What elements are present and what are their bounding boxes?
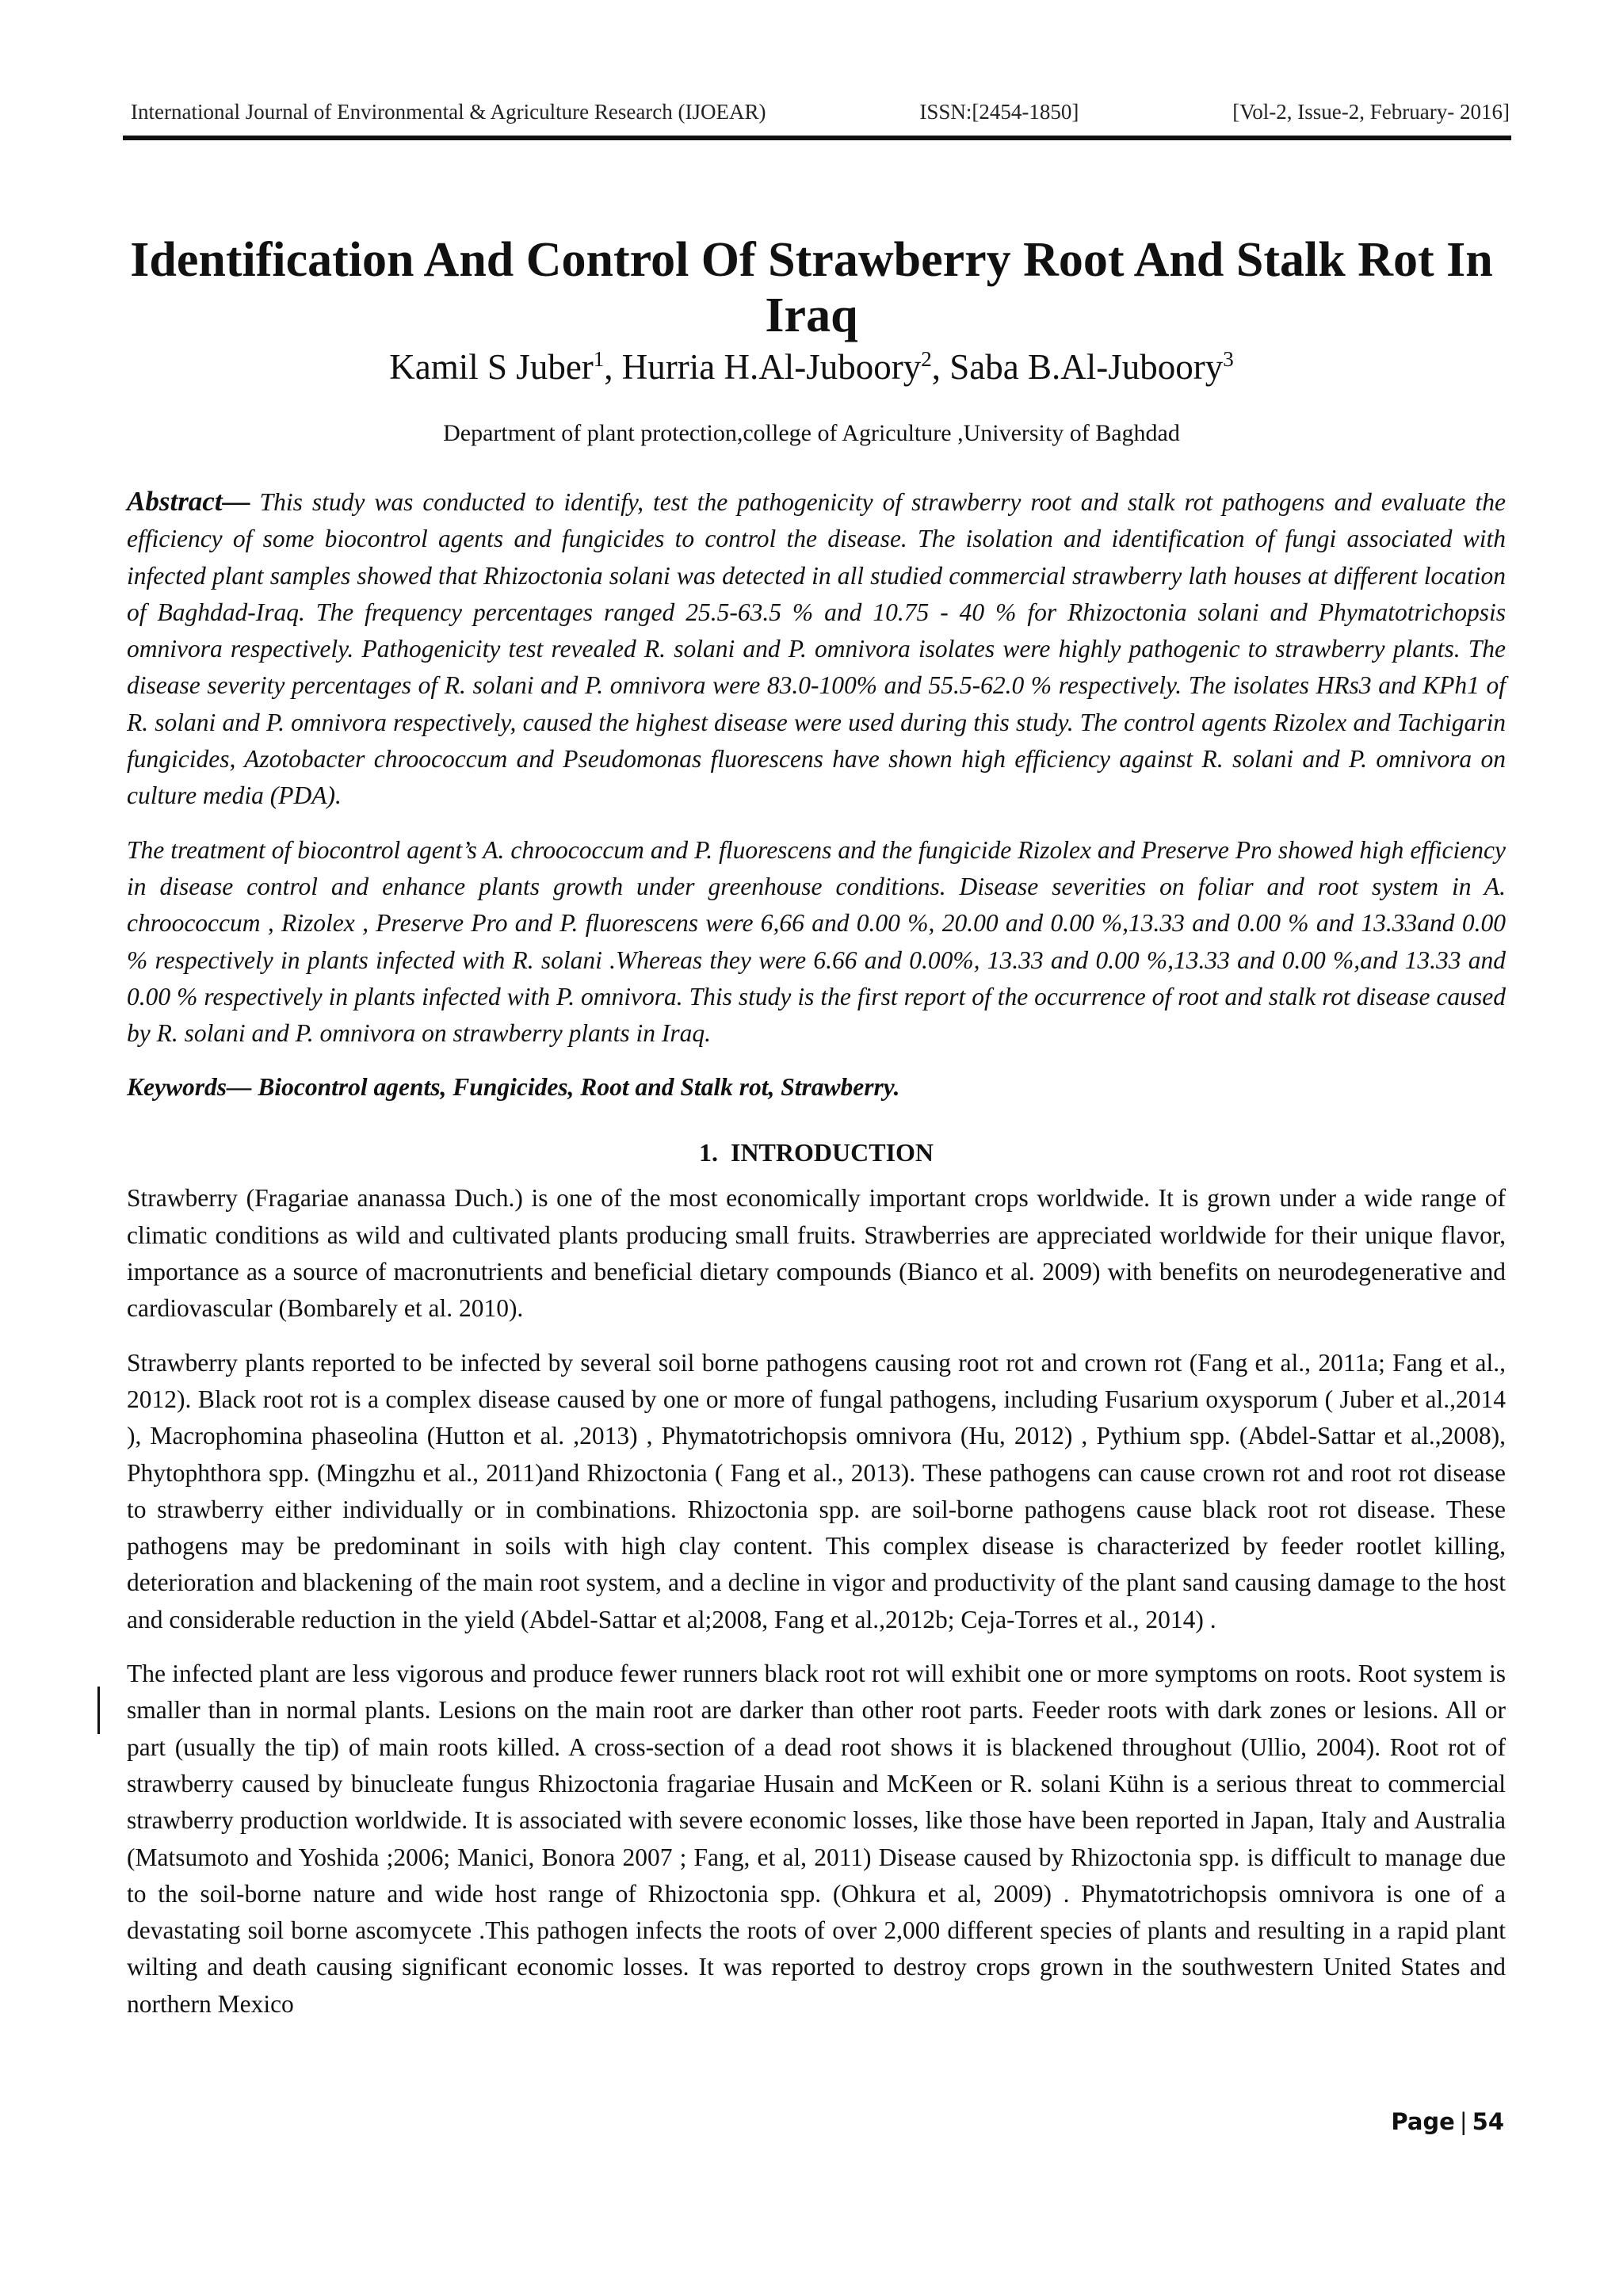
keywords: Keywords— Biocontrol agents, Fungicides, Root and Stalk rot, Strawberry. <box>127 1073 900 1102</box>
author-3: , Saba B.Al-Juboory <box>931 347 1224 387</box>
section-title: INTRODUCTION <box>730 1138 934 1167</box>
paper-body <box>127 483 1506 2023</box>
author-3-affil-mark: 3 <box>1223 347 1234 371</box>
journal-name: International Journal of Environmental & Agriculture Research (IJOEAR) <box>131 100 766 124</box>
intro-paragraph-2: Strawberry plants reported to be infected by several soil borne pathogens causing root rot and crown rot (Fang et al., 2011a; Fang et al., 2012). Black root rot is a complex disease caused by one or more of fungal pathogens, including Fusarium oxysporum ( Juber et al.,2014 ), Macrophomina phaseolina (Hutton et al. ,2013) , Phymatotrichopsis omnivora (Hu, 2012) , Pythium spp. (Abdel-Sattar et al.,2008), Phytophthora spp. (Mingzhu et al., 2011)and Rhizoctonia ( Fang et al., 2013). These pathogens can cause crown rot and root rot disease to strawberry either individually or in combinations. Rhizoctonia spp. are soil-borne pathogens cause black root rot disease. These pathogens may be predominant in soils with high clay content. This complex disease is characterized by feeder rootlet killing, deterioration and blackening of the main root system, and a decline in vigor and productivity of the plant sand causing damage to the host and considerable reduction in the yield (Abdel-Sattar et al;2008, Fang et al.,2012b; Ceja-Torres et al., 2014) . <box>127 1348 1506 1633</box>
volume-issue: [Vol-2, Issue-2, February- 2016] <box>1232 100 1510 124</box>
revision-change-bar <box>97 1687 100 1734</box>
page-label: Page <box>1391 2108 1455 2135</box>
abstract-label: Abstract— <box>127 486 250 517</box>
author-2-affil-mark: 2 <box>921 347 932 371</box>
author-1: Kamil S Juber <box>389 347 594 387</box>
section-heading-introduction <box>127 1134 1506 1171</box>
affiliation: Department of plant protection,college of Agriculture ,University of Baghdad <box>443 420 1180 446</box>
author-list <box>119 337 1504 389</box>
abstract-paragraph-2: The treatment of biocontrol agent’s A. chroococcum and P. fluorescens and the fungicide Rizolex and Preserve Pro showed high efficiency in disease control and enhance plants growth under greenhouse conditions. Disease severities on foliar and root system in A. chroococcum , Rizolex , Preserve Pro and P. fluorescens were 6,66 and 0.00 %, 20.00 and 0.00 %,13.33 and 0.00 % and 13.33and 0.00 % respectively in plants infected with R. solani .Whereas they were 6.66 and 0.00%, 13.33 and 0.00 %,13.33 and 0.00 %,and 13.33 and 0.00 % respectively in plants infected with P. omnivora. This study is the first report of the occurrence of root and stalk rot disease caused by R. solani and P. omnivora on strawberry plants in Iraq. <box>127 835 1506 1048</box>
issn: ISSN:[2454-1850] <box>919 100 1079 124</box>
page-number: 54 <box>1472 2108 1504 2135</box>
author-2: , Hurria H.Al-Juboory <box>604 347 922 387</box>
intro-paragraph-1: Strawberry (Fragariae ananassa Duch.) is one of the most economically important crops worldwide. It is grown under a wide range of climatic conditions as wild and cultivated plants producing small fruits. Strawberries are appreciated worldwide for their unique flavor, importance as a source of macronutrients and beneficial dietary compounds (Bianco et al. 2009) with benefits on neurodegenerative and cardiovascular (Bombarely et al. 2010). <box>127 1184 1506 1323</box>
author-1-affil-mark: 1 <box>593 347 605 371</box>
header-rule <box>123 136 1511 140</box>
paper-title: Identification And Control Of Strawberry Root And Stalk Rot In Iraq <box>130 233 1493 342</box>
page-footer: Page | 54 <box>1391 2108 1504 2135</box>
running-header <box>131 100 1510 124</box>
section-number: 1. <box>698 1138 718 1167</box>
abstract-paragraph-1 <box>127 483 1506 815</box>
abstract-text-1: This study was conducted to identify, test the pathogenicity of strawberry root and stalk rot pathogens and evaluate the efficiency of some biocontrol agents and fungicides to control the disease. The isolation and identification of fungi associated with infected plant samples showed that Rhizoctonia solani was detected in all studied commercial strawberry lath houses at different location of Baghdad-Iraq. The frequency percentages ranged 25.5-63.5 % and 10.75 - 40 % for Rhizoctonia solani and Phymatotrichopsis omnivora respectively. Pathogenicity test revealed R. solani and P. omnivora isolates were highly pathogenic to strawberry plants. The disease severity percentages of R. solani and P. omnivora were 83.0-100% and 55.5-62.0 % respectively. The isolates HRs3 and KPh1 of R. solani and P. omnivora respectively, caused the highest disease were used during this study. The control agents Rizolex and Tachigarin fungicides, Azotobacter chroococcum and Pseudomonas fluorescens have shown high efficiency against R. solani and P. omnivora on culture media (PDA). <box>127 488 1506 810</box>
intro-paragraph-3: The infected plant are less vigorous and produce fewer runners black root rot will exhibit one or more symptoms on roots. Root system is smaller than in normal plants. Lesions on the main root are darker than other root parts. Feeder roots with dark zones or lesions. All or part (usually the tip) of main roots killed. A cross-section of a dead root shows it is blackened throughout (Ullio, 2004). Root rot of strawberry caused by binucleate fungus Rhizoctonia fragariae Husain and McKeen or R. solani Kühn is a serious threat to commercial strawberry production worldwide. It is associated with severe economic losses, like those have been reported in Japan, Italy and Australia (Matsumoto and Yoshida ;2006; Manici, Bonora 2007 ; Fang, et al, 2011) Disease caused by Rhizoctonia spp. is difficult to manage due to the soil-borne nature and wide host range of Rhizoctonia spp. (Ohkura et al, 2009) . Phymatotrichopsis omnivora is one of a devastating soil borne ascomycete .This pathogen infects the roots of over 2,000 different species of plants and resulting in a rapid plant wilting and death causing significant economic losses. It was reported to destroy crops grown in the southwestern United States and northern Mexico <box>127 1660 1506 2018</box>
